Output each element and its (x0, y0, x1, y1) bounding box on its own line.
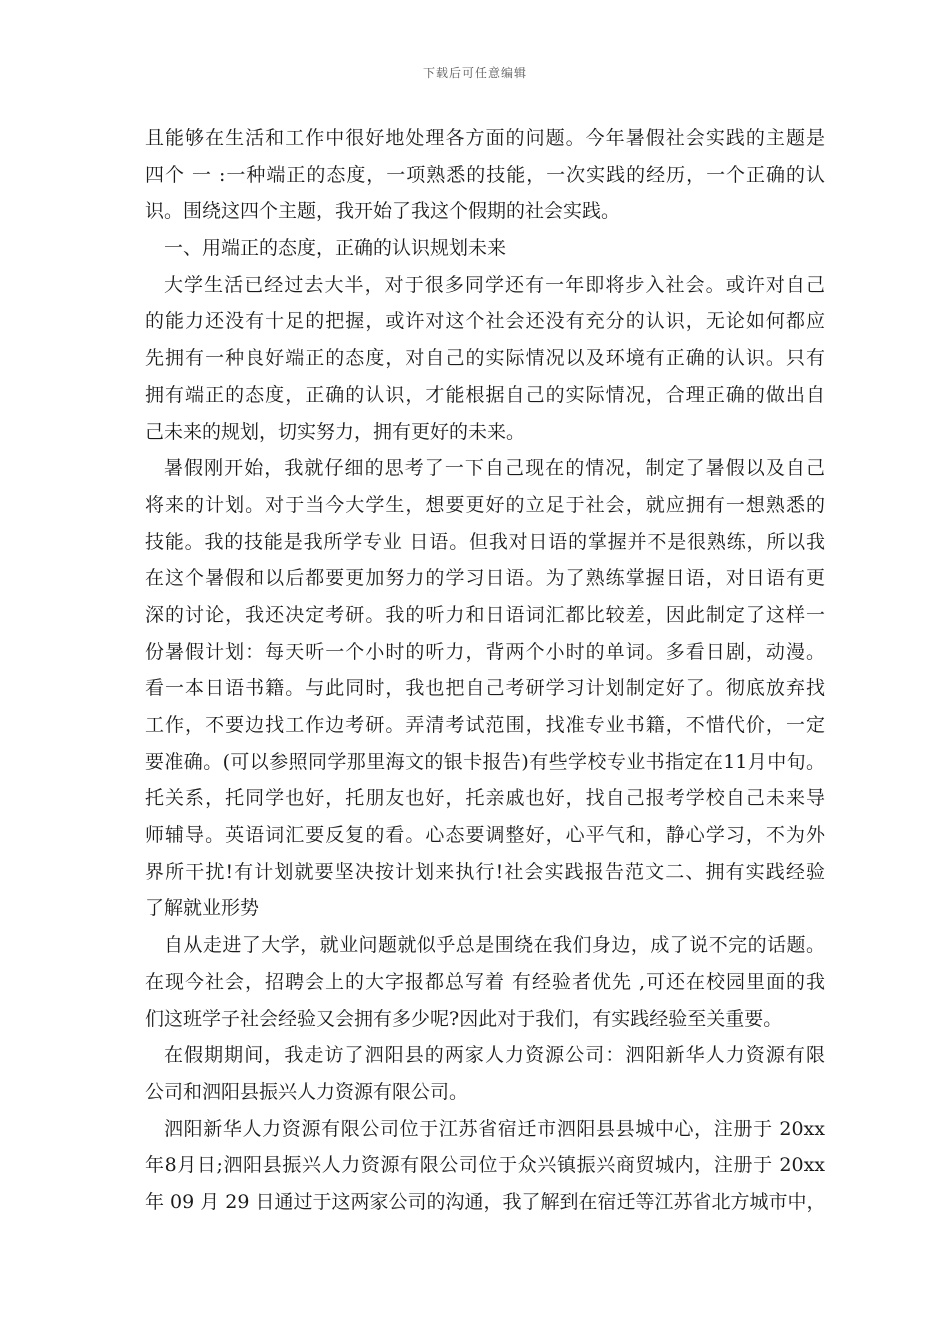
text-line: 大学生活已经过去大半，对于很多同学还有一年即将步入社会。或许对自己 (164, 273, 825, 296)
document-body (145, 120, 825, 1221)
text-line: 识。围绕这四个主题，我开始了我这个假期的社会实践。 (145, 200, 621, 223)
paragraph (145, 120, 825, 230)
text-line: 师辅导。英语词汇要反复的看。心态要调整好，心平气和，静心学习，不为外 (145, 824, 825, 847)
text-line: 在这个暑假和以后都要更加努力的学习日语。为了熟练掌握日语，对日语有更 (145, 567, 825, 590)
paragraph (145, 1037, 825, 1110)
paragraph (145, 927, 825, 1037)
text-line: 年8月日;泗阳县振兴人力资源有限公司位于众兴镇振兴商贸城内，注册于 20xx (145, 1154, 825, 1177)
text-line: 公司和泗阳县振兴人力资源有限公司。 (145, 1080, 469, 1103)
text-line: 了解就业形势 (145, 897, 260, 920)
text-line: 份暑假计划：每天听一个小时的听力，背两个小时的单词。多看日剧，动漫。 (145, 640, 825, 663)
text-line: 先拥有一种良好端正的态度，对自己的实际情况以及环境有正确的认识。只有 (145, 347, 825, 370)
text-line: 的能力还没有十足的把握，或许对这个社会还没有充分的认识，无论如何都应 (145, 310, 825, 333)
text-line: 界所干扰!有计划就要坚决按计划来执行!社会实践报告范文二、拥有实践经验 (145, 860, 825, 883)
text-line: 泗阳新华人力资源有限公司位于江苏省宿迁市泗阳县县城中心，注册于 20xx (164, 1117, 825, 1140)
text-line: 托关系，托同学也好，托朋友也好，托亲戚也好，找自己报考学校自己未来导 (145, 787, 825, 810)
text-line: 在假期期间，我走访了泗阳县的两家人力资源公司：泗阳新华人力资源有限 (164, 1044, 825, 1067)
text-line: 看一本日语书籍。与此同时，我也把自己考研学习计划制定好了。彻底放弃找 (145, 677, 825, 700)
text-line: 拥有端正的态度，正确的认识，才能根据自己的实际情况，合理正确的做出自 (145, 383, 825, 406)
text-line: 在现今社会，招聘会上的大字报都总写着 有经验者优先 ,可还在校园里面的我 (145, 970, 825, 993)
text-line: 己未来的规划，切实努力，拥有更好的未来。 (145, 420, 526, 443)
page-header: 下载后可任意编辑 (422, 66, 527, 80)
text-line: 四个 一 :一种端正的态度，一项熟悉的技能，一次实践的经历，一个正确的认 (145, 163, 825, 186)
text-line: 一、用端正的态度，正确的认识规划未来 (164, 237, 507, 260)
paragraph (145, 450, 825, 927)
paragraph (145, 267, 825, 450)
text-line: 且能够在生活和工作中很好地处理各方面的问题。今年暑假社会实践的主题是 (145, 127, 825, 149)
text-line: 自从走进了大学，就业问题就似乎总是围绕在我们身边，成了说不完的话题。 (164, 934, 825, 957)
text-line: 工作，不要边找工作边考研。弄清考试范围，找准专业书籍，不惜代价，一定 (145, 714, 825, 736)
text-line: 技能。我的技能是我所学专业 日语。但我对日语的掌握并不是很熟练，所以我 (145, 530, 825, 553)
section-heading (145, 230, 825, 267)
text-line: 将来的计划。对于当今大学生，想要更好的立足于社会，就应拥有一想熟悉的 (145, 493, 825, 516)
text-line: 暑假刚开始，我就仔细的思考了一下自己现在的情况，制定了暑假以及自己 (164, 457, 825, 480)
paragraph (145, 1111, 825, 1221)
text-line: 要准确。(可以参照同学那里海文的银卡报告)有些学校专业书指定在11月中旬。 (145, 750, 825, 773)
text-line: 年 09 月 29 日通过于这两家公司的沟通，我了解到在宿迁等江苏省北方城市中， (145, 1190, 826, 1213)
text-line: 们这班学子社会经验又会拥有多少呢?因此对于我们，有实践经验至关重要。 (145, 1007, 783, 1030)
text-line: 深的讨论，我还决定考研。我的听力和日语词汇都比较差，因此制定了这样一 (145, 603, 825, 626)
